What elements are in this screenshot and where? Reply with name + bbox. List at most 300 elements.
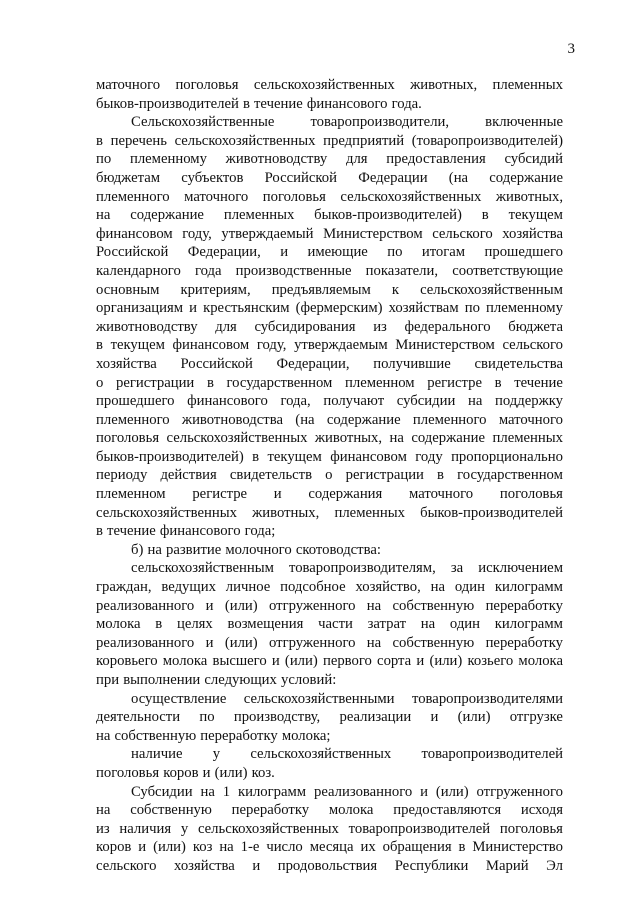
word: на — [420, 616, 436, 633]
word: и — [420, 783, 428, 800]
word: показатели, — [365, 262, 439, 279]
word: основным — [96, 281, 160, 298]
word: Федерации, — [276, 355, 350, 372]
word: следующих — [204, 672, 277, 688]
word: критериям, — [180, 281, 251, 298]
text-line — [96, 597, 563, 616]
text-line — [96, 281, 563, 300]
word: реализованного — [313, 783, 413, 800]
word: на — [96, 802, 111, 819]
word: финансового — [306, 95, 388, 112]
word: отгруженного — [269, 597, 356, 614]
word: скотоводства: — [295, 541, 381, 558]
text-line — [96, 169, 563, 188]
word: сельского — [502, 337, 563, 354]
word: пропорционально — [451, 448, 563, 465]
word: (или) — [224, 597, 258, 614]
word: поголовья — [499, 820, 563, 837]
word: сельскохозяйственных — [250, 746, 392, 763]
word: регистрации — [345, 467, 424, 484]
word: маточного — [96, 77, 161, 93]
word: коз — [192, 839, 213, 856]
word: килограмм — [494, 579, 563, 596]
word: продовольствия — [277, 857, 378, 874]
word: племенного — [96, 411, 170, 428]
word: бюджета — [508, 318, 563, 335]
word: маточного — [409, 486, 474, 503]
word: в — [96, 523, 103, 540]
word: свидетельства — [474, 355, 563, 372]
word: производственные — [235, 262, 352, 279]
word: обращения — [382, 839, 452, 856]
word: сельскохозяйственным — [420, 281, 563, 298]
word: личное — [225, 579, 271, 596]
word: о — [96, 374, 104, 391]
text-line — [96, 299, 563, 318]
word: в — [96, 337, 103, 354]
word: на — [96, 207, 111, 224]
word: (или) — [284, 653, 318, 670]
word: и — [416, 653, 425, 670]
word: периоду — [96, 467, 148, 484]
word: наличие — [131, 746, 183, 763]
word: в — [458, 839, 466, 856]
word: 1-е — [240, 839, 260, 856]
word: животных, — [314, 430, 383, 447]
word: сельскохозяйственными — [243, 690, 395, 707]
text-line — [96, 820, 563, 839]
word: племенном — [96, 486, 166, 503]
word: текущем — [110, 337, 165, 354]
text-line — [96, 392, 563, 411]
word: быков-производителей) — [96, 448, 244, 465]
text-line — [96, 838, 563, 857]
word: Марий — [485, 857, 529, 874]
text-line — [96, 578, 563, 597]
text-line — [96, 225, 563, 244]
word: наличия — [119, 820, 172, 837]
word: переработку — [485, 597, 563, 614]
word: году, — [182, 225, 212, 242]
text-line — [96, 615, 563, 634]
word: хозяйства — [174, 857, 235, 874]
word: утверждаемым — [294, 337, 388, 354]
word: (на — [448, 169, 469, 186]
word: условий: — [281, 672, 337, 688]
word: поголовья — [96, 430, 160, 447]
word: содержание — [326, 411, 401, 428]
word: затрат — [367, 616, 407, 633]
word: товаропроизводителей — [421, 746, 563, 763]
word: переработку — [231, 802, 310, 819]
word: сорта — [377, 653, 412, 670]
word: (или) — [153, 839, 186, 856]
word: Российской — [96, 244, 169, 261]
word: килограмм — [494, 616, 563, 633]
word: Сельскохозяйственные — [131, 114, 275, 131]
word: году — [415, 448, 443, 465]
word: и — [189, 300, 197, 317]
word: племенных — [492, 430, 563, 447]
word: финансовом — [96, 225, 173, 242]
word: племенному — [129, 151, 207, 168]
word: (или) — [429, 653, 463, 670]
text-line — [96, 318, 563, 337]
word: (товаропроизводителей) — [411, 132, 563, 149]
word: и — [252, 857, 261, 874]
text-line — [96, 485, 563, 504]
word: Субсидии — [131, 783, 193, 800]
text-line — [96, 671, 563, 690]
word: быков-производителей — [96, 95, 239, 112]
text-line — [96, 745, 563, 764]
word: на — [366, 634, 382, 651]
word: молока — [162, 653, 208, 670]
word: племенных — [492, 77, 563, 93]
word: содержание — [411, 430, 486, 447]
word: содержания — [308, 486, 383, 503]
word: сельскохозяйственных — [166, 430, 308, 447]
word: поголовья — [175, 77, 239, 93]
text-line — [96, 374, 563, 393]
word: финансовом — [330, 448, 407, 465]
word: перечень — [110, 132, 167, 149]
word: товаропроизводители, — [310, 114, 450, 131]
word: молока — [518, 653, 563, 670]
word: и — [205, 597, 214, 614]
text-line — [96, 262, 563, 281]
word: регистре — [427, 374, 482, 391]
word: сельскохозяйственных — [174, 132, 316, 149]
word: предоставляются — [393, 802, 502, 819]
word: поголовья — [262, 188, 326, 205]
word: хозяйство, — [355, 579, 421, 596]
word: году, — [256, 337, 287, 354]
word: маточного — [184, 188, 249, 205]
word: субсидирования — [254, 318, 356, 335]
word: итогам — [421, 244, 466, 261]
word: товаропроизводителям, — [288, 560, 436, 577]
text-line — [96, 652, 563, 671]
word: прошедшего — [484, 244, 563, 261]
word: течение — [254, 95, 303, 112]
word: предоставления — [386, 151, 486, 168]
text-line — [96, 188, 563, 207]
word: по — [199, 709, 215, 726]
word: отгруженного — [269, 634, 356, 651]
word: из — [96, 820, 110, 837]
word: финансового — [159, 523, 241, 540]
word: и — [280, 244, 289, 261]
word: у — [180, 820, 189, 837]
word: граждан, — [96, 579, 152, 596]
word: и — [271, 653, 280, 670]
word: содержание — [130, 207, 204, 224]
word: свидетельств — [229, 467, 313, 484]
word: соответствующие — [452, 262, 563, 279]
word: их — [360, 839, 376, 856]
word: сельского — [432, 225, 493, 242]
word: получившие — [373, 355, 451, 372]
text-line — [96, 801, 563, 820]
word: один — [454, 579, 485, 596]
word: (или) — [457, 709, 491, 726]
word: маточного — [498, 411, 563, 428]
word: собственную — [392, 634, 475, 651]
word: финансового — [187, 393, 268, 410]
word: исключением — [478, 560, 563, 577]
word: на — [389, 430, 404, 447]
word: за — [450, 560, 464, 577]
word: коровьего — [96, 653, 158, 670]
word: собственную — [392, 597, 475, 614]
word: коров — [163, 764, 199, 781]
text-line — [96, 559, 563, 578]
word: реализованного — [96, 634, 195, 651]
word: Министерством — [323, 225, 423, 242]
word: поголовья — [96, 764, 160, 781]
word: отгрузке — [509, 709, 563, 726]
word: в — [242, 95, 250, 112]
word: действия — [160, 467, 217, 484]
word: года — [194, 262, 222, 279]
word: в — [155, 616, 163, 633]
word: и — [202, 764, 211, 781]
word: животноводству — [96, 318, 198, 335]
word: субсидий — [504, 151, 563, 168]
word: крестьянским — [203, 300, 290, 317]
word: Федерации, — [187, 244, 261, 261]
word: регистрации — [115, 374, 195, 391]
word: на — [467, 393, 483, 410]
text-line — [96, 541, 563, 560]
word: субсидии — [396, 393, 456, 410]
word: (или) — [224, 634, 258, 651]
word: возмещения — [227, 616, 304, 633]
word: племенном — [345, 374, 415, 391]
word: исходя — [520, 802, 563, 819]
text-line — [96, 764, 563, 783]
word: Министерством — [395, 337, 495, 354]
word: сельскохозяйственных — [253, 77, 395, 93]
word: (или) — [214, 764, 248, 781]
word: (фермерским) — [295, 300, 383, 317]
word: производству, — [233, 709, 321, 726]
word: (или) — [435, 783, 469, 800]
word: года, — [280, 393, 311, 410]
word: в — [494, 374, 502, 391]
word: на — [430, 579, 446, 596]
word: сельскохозяйственных — [340, 188, 482, 205]
word: осуществление — [131, 690, 227, 707]
word: 1 — [222, 783, 231, 800]
word: животных, — [252, 504, 320, 521]
word: и — [138, 839, 147, 856]
word: организациям — [96, 300, 184, 317]
word: года; — [244, 523, 276, 540]
word: развитие — [165, 541, 222, 558]
document-body — [96, 76, 563, 876]
word: товаропроизводителей — [348, 820, 491, 837]
word: по — [96, 151, 112, 168]
text-line — [96, 466, 563, 485]
word: Министерство — [472, 839, 563, 856]
word: сельскохозяйственным — [131, 560, 274, 577]
text-line — [96, 76, 563, 95]
word: предприятий — [323, 132, 405, 149]
word: быков-производителей — [420, 504, 563, 521]
word: и — [273, 486, 282, 503]
word: включенные — [485, 114, 563, 131]
word: Российской — [180, 355, 253, 372]
word: на — [147, 541, 162, 558]
word: хозяйства — [96, 355, 157, 372]
word: субъектов — [181, 169, 244, 186]
word: текущем — [267, 448, 322, 465]
text-line — [96, 690, 563, 709]
word: и — [205, 634, 214, 651]
word: племенных — [223, 207, 295, 224]
word: племенного — [96, 188, 170, 205]
text-line — [96, 206, 563, 225]
word: года. — [391, 95, 422, 112]
word: для — [215, 318, 237, 335]
text-line — [96, 857, 563, 876]
word: государственном — [226, 374, 333, 391]
word: в — [96, 132, 103, 149]
text-line — [96, 150, 563, 169]
word: финансовом — [172, 337, 250, 354]
word: животноводства — [181, 411, 283, 428]
text-line — [96, 708, 563, 727]
word: федерального — [404, 318, 491, 335]
word: получают — [323, 393, 385, 410]
word: (на — [295, 411, 315, 428]
word: в — [481, 207, 489, 224]
word: текущем — [508, 207, 563, 224]
text-line — [96, 243, 563, 262]
word: молока; — [281, 727, 331, 744]
word: собственную — [114, 727, 197, 744]
word: племенному — [486, 300, 563, 317]
word: молочного — [225, 541, 292, 558]
word: Российской — [264, 169, 338, 186]
word: на — [219, 839, 234, 856]
word: племенных — [334, 504, 405, 521]
text-line — [96, 448, 563, 467]
text-line — [96, 429, 563, 448]
word: Республики — [394, 857, 469, 874]
word: при — [96, 672, 120, 688]
word: из — [373, 318, 387, 335]
word: подсобное — [280, 579, 346, 596]
word: деятельности — [96, 709, 181, 726]
word: хозяйствам — [388, 300, 459, 317]
word: молока — [328, 802, 374, 819]
text-line — [96, 727, 563, 746]
word: козьего — [467, 653, 514, 670]
word: утверждаемый — [221, 225, 314, 242]
word: племенного — [412, 411, 487, 428]
word: животных, — [410, 77, 478, 93]
word: выполнении — [123, 672, 201, 688]
word: реализации — [339, 709, 412, 726]
word: поголовья — [499, 486, 563, 503]
word: государственном — [457, 467, 563, 484]
word: бюджетам — [96, 169, 161, 186]
word: предъявляемым — [271, 281, 371, 298]
word: к — [391, 281, 400, 298]
word: по — [464, 300, 480, 317]
word: сельскохозяйственных — [96, 504, 237, 521]
word: число — [266, 839, 303, 856]
word: на — [366, 597, 382, 614]
word: на — [200, 783, 215, 800]
word: прошедшего — [96, 393, 175, 410]
word: сельского — [96, 857, 157, 874]
word: животноводству — [225, 151, 328, 168]
word: течение — [107, 523, 156, 540]
word: целях — [176, 616, 213, 633]
word: у — [212, 746, 221, 763]
word: животных, — [495, 188, 563, 205]
text-line — [96, 113, 563, 132]
word: молока — [96, 616, 141, 633]
text-line — [96, 411, 563, 430]
text-line — [96, 132, 563, 151]
word: коз. — [251, 764, 275, 781]
word: отгруженного — [476, 783, 563, 800]
text-line — [96, 504, 563, 523]
word: в — [437, 467, 444, 484]
word: в — [206, 374, 214, 391]
word: коров — [96, 839, 132, 856]
word: и — [430, 709, 439, 726]
word: поддержку — [494, 393, 563, 410]
word: на — [96, 727, 111, 744]
word: по — [387, 244, 403, 261]
word: в — [252, 448, 260, 465]
word: реализованного — [96, 597, 195, 614]
word: переработку — [200, 727, 278, 744]
word: регистре — [192, 486, 248, 503]
word: первого — [322, 653, 372, 670]
text-line — [96, 634, 563, 653]
word: течение — [514, 374, 563, 391]
word: собственную — [130, 802, 212, 819]
word: Эл — [546, 857, 563, 874]
word: хозяйства — [502, 225, 563, 242]
word: части — [318, 616, 353, 633]
word: о — [325, 467, 333, 484]
word: содержание — [489, 169, 563, 186]
word: имеющие — [307, 244, 368, 261]
word: ведущих — [161, 579, 216, 596]
word: месяца — [309, 839, 354, 856]
word: сельскохозяйственных — [197, 820, 339, 837]
word: один — [449, 616, 481, 633]
word: Федерации — [358, 169, 428, 186]
text-line — [96, 95, 563, 114]
word: высшего — [212, 653, 267, 670]
word: календарного — [96, 262, 181, 279]
word: товаропроизводителями — [411, 690, 563, 707]
word: быков-производителей) — [314, 207, 462, 224]
word: переработку — [485, 634, 563, 651]
word: для — [345, 151, 368, 168]
text-line — [96, 336, 563, 355]
text-line — [96, 783, 563, 802]
